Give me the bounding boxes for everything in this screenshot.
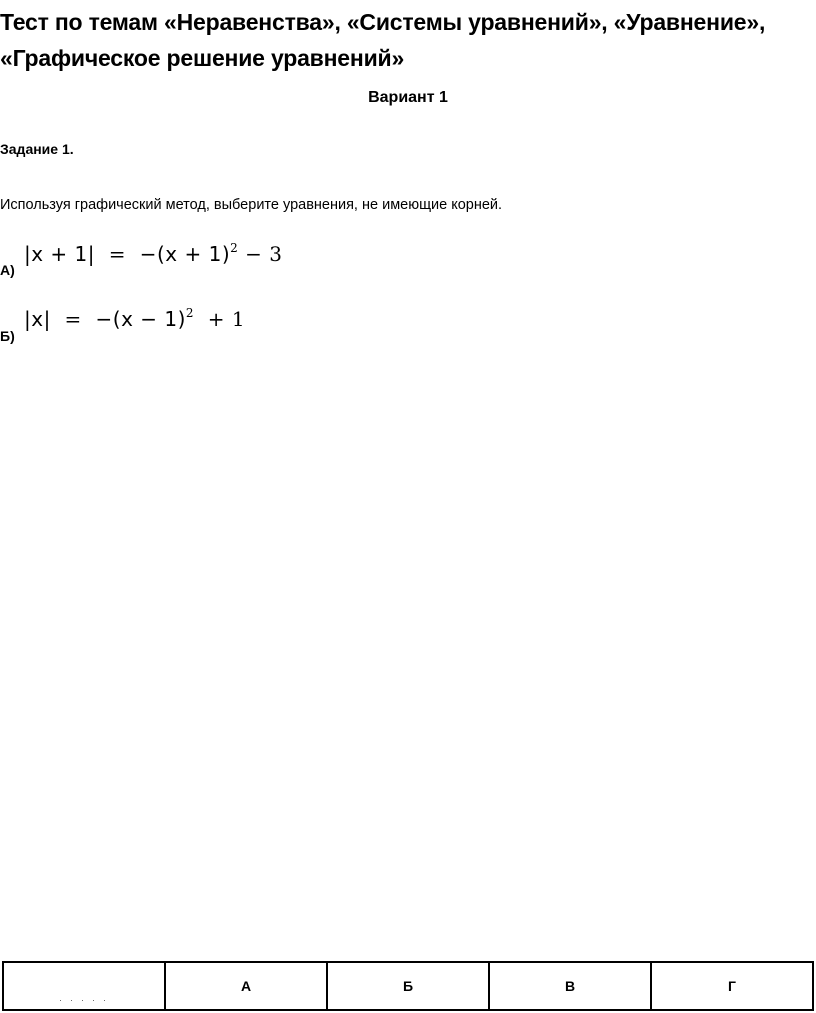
answer-column-g[interactable]: Г bbox=[651, 962, 813, 1010]
option-b-equation bbox=[24, 305, 245, 333]
answer-table-corner-cell: . . . . . bbox=[3, 962, 165, 1010]
option-b-label: Б) bbox=[0, 328, 15, 344]
option-a-label: А) bbox=[0, 262, 15, 278]
equation-equals: = bbox=[108, 242, 126, 266]
task-title: Задание 1. bbox=[0, 141, 74, 157]
equation-equals: = bbox=[64, 307, 82, 331]
answer-column-b[interactable]: Б bbox=[327, 962, 489, 1010]
equation-rhs: −(x + 1) bbox=[139, 242, 231, 266]
answer-table-row bbox=[3, 962, 813, 1010]
equation-lhs: |x| bbox=[24, 307, 51, 331]
answer-table bbox=[2, 961, 814, 1011]
variant-heading: Вариант 1 bbox=[368, 89, 448, 106]
answer-column-a[interactable]: А bbox=[165, 962, 327, 1010]
equation-tail: − 3 bbox=[245, 242, 283, 266]
document-title: Тест по темам «Неравенства», «Системы уравнений», «Уравнение», «Графическое решение уравнений» bbox=[0, 9, 766, 71]
equation-exponent: 2 bbox=[185, 306, 195, 320]
option-a-equation bbox=[24, 240, 282, 268]
equation-exponent: 2 bbox=[230, 241, 239, 255]
equation-rhs: −(x − 1) bbox=[95, 307, 186, 331]
equation-tail: + 1 bbox=[207, 307, 246, 331]
task-instruction: Используя графический метод, выберите уравнения, не имеющие корней. bbox=[0, 197, 503, 213]
equation-lhs: |x + 1| bbox=[24, 242, 96, 266]
answer-column-v[interactable]: В bbox=[489, 962, 651, 1010]
